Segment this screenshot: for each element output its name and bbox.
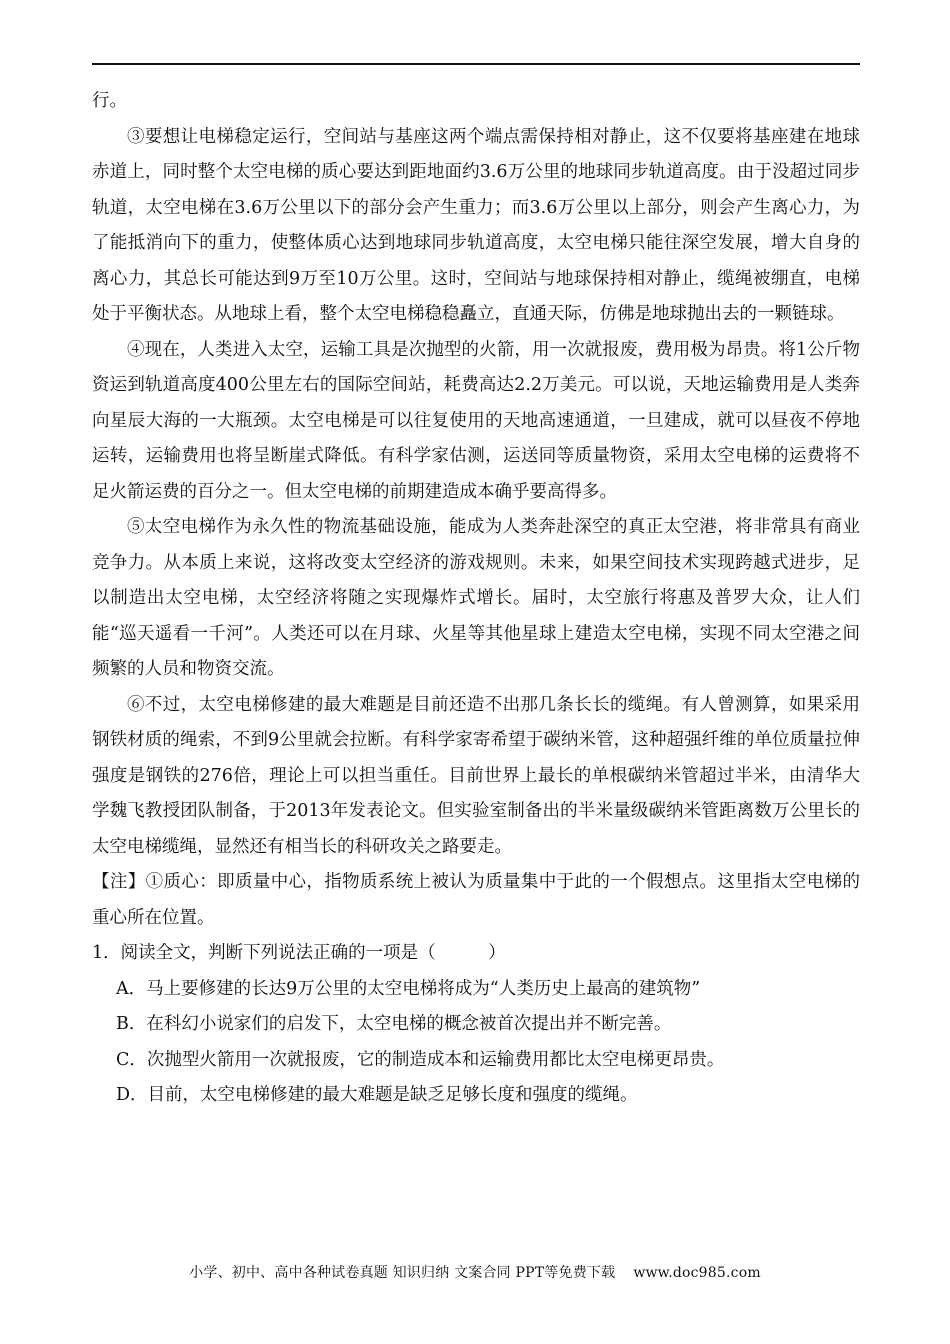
footer-text: 小学、初中、高中各种试卷真题 知识归纳 文案合同 PPT等免费下载 xyxy=(189,1265,616,1281)
footer-site-link[interactable]: www.doc985.com xyxy=(633,1265,761,1281)
page-footer xyxy=(0,1262,950,1282)
article-body xyxy=(92,84,860,1114)
paragraph-6: ⑥不过，太空电梯修建的最大难题是目前还造不出那几条长长的缆绳。有人曾测算，如果采用钢铁材质的绳索，不到9公里就会拉断。有科学家寄希望于碳纳米管，这种超强纤维的单位质量拉伸强度是钢铁的276倍，理论上可以担当重任。目前世界上最长的单根碳纳米管超过半米，由清华大学魏飞教授团队制备，于2013年发表论文。但实验室制备出的半米量级碳纳米管距离数万公里长的太空电梯缆绳，显然还有相当长的科研攻关之路要走。 xyxy=(92,694,860,857)
note: 【注】①质心：即质量中心，指物质系统上被认为质量集中于此的一个假想点。这里指太空电梯的重心所在位置。 xyxy=(92,872,860,928)
option-c: C．次抛型火箭用一次就报废，它的制造成本和运输费用都比太空电梯更昂贵。 xyxy=(116,1049,725,1070)
paragraph-3: ③要想让电梯稳定运行，空间站与基座这两个端点需保持相对静止，这不仅要将基座建在地球赤道上，同时整个太空电梯的质心要达到距地面约3.6万公里的地球同步轨道高度。由于没超过同步轨道，太空电梯在3.6万公里以下的部分会产生重力；而3.6万公里以上部分，则会产生离心力，为了能抵消向下的重力，使整体质心达到地球同步轨道高度，太空电梯只能往深空发展，增大自身的离心力，其总长可能达到9万至10万公里。这时，空间站与地球保持相对静止，缆绳被绷直，电梯处于平衡状态。从地球上看，整个太空电梯稳稳矗立，直通天际，仿佛是地球抛出去的一颗链球。 xyxy=(92,126,860,324)
question-stem: 1．阅读全文，判断下列说法正确的一项是（ ） xyxy=(92,943,506,963)
option-d: D．目前，太空电梯修建的最大难题是缺乏足够长度和强度的缆绳。 xyxy=(116,1085,638,1105)
option-a: A．马上要修建的长达9万公里的太空电梯将成为“人类历史上最高的建筑物” xyxy=(116,978,701,999)
paragraph-4: ④现在，人类进入太空，运输工具是次抛型的火箭，用一次就报废，费用极为昂贵。将1公斤物资运到轨道高度400公里左右的国际空间站，耗费高达2.2万美元。可以说，天地运输费用是人类奔向星辰大海的一大瓶颈。太空电梯是可以往复使用的天地高速通道，一旦建成，就可以昼夜不停地运转，运输费用也将呈断崖式降低。有科学家估测，运送同等质量物资，采用太空电梯的运费将不足火箭运费的百分之一。但太空电梯的前期建造成本确乎要高得多。 xyxy=(92,339,860,502)
header-rule xyxy=(92,63,860,65)
option-b: B．在科幻小说家们的启发下，太空电梯的概念被首次提出并不断完善。 xyxy=(116,1014,672,1034)
paragraph-5: ⑤太空电梯作为永久性的物流基础设施，能成为人类奔赴深空的真正太空港，将非常具有商业竞争力。从本质上来说，这将改变太空经济的游戏规则。未来，如果空间技术实现跨越式进步，足以制造出太空电梯，太空经济将随之实现爆炸式增长。届时，太空旅行将惠及普罗大众，让人们能“巡天遥看一千河”。人类还可以在月球、火星等其他星球上建造太空电梯，实现不同太空港之间频繁的人员和物资交流。 xyxy=(92,517,860,679)
paragraph-continued: 行。 xyxy=(92,91,127,111)
